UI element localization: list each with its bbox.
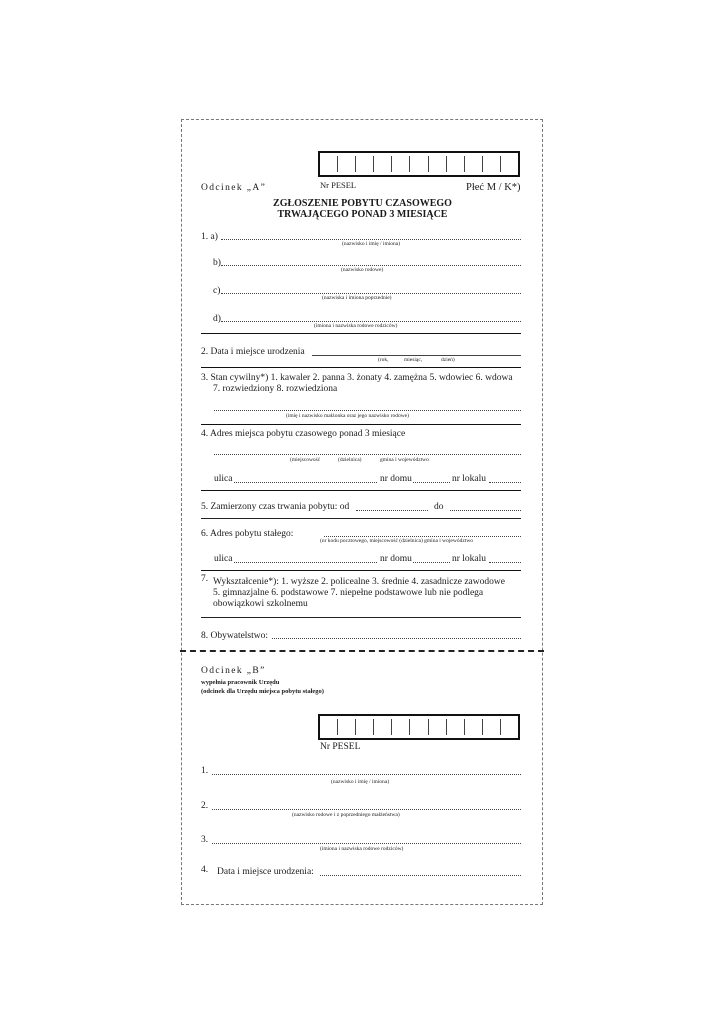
- hint-4-miejscowosc: (miejscowość: [290, 457, 321, 463]
- pesel-boxes-b[interactable]: [318, 714, 520, 740]
- pesel-label-a: Nr PESEL: [320, 180, 357, 190]
- item-5-label: 5. Zamierzony czas trwania pobytu: od: [201, 502, 350, 512]
- b-field-3[interactable]: [212, 843, 521, 844]
- hint-4-dzielnica: (dzielnica): [338, 457, 362, 463]
- hint-4-gmina: gmina i województwo: [380, 457, 429, 463]
- b-field-2[interactable]: [212, 809, 521, 810]
- cut-line: [180, 650, 544, 652]
- nr-domu-label-b: nr domu: [380, 554, 412, 564]
- item-8-label: 8. Obywatelstwo:: [201, 631, 269, 641]
- b-item-1-label: 1.: [201, 766, 209, 776]
- nr-lokalu-label-b: nr lokalu: [452, 554, 487, 564]
- sex-field[interactable]: Płeć M / K*): [466, 182, 521, 193]
- pesel-label-b: Nr PESEL: [320, 742, 361, 752]
- section-b-sub2: (odcinek dla Urzędu miejsca pobytu stałego): [201, 688, 324, 695]
- field-8[interactable]: [272, 638, 521, 639]
- nr-lokalu-label-a: nr lokalu: [452, 474, 487, 484]
- item-1d-label: d): [213, 314, 221, 324]
- field-1a[interactable]: [221, 239, 521, 240]
- hint-2-rok: (rok,: [378, 357, 389, 363]
- b-field-4[interactable]: [320, 875, 521, 876]
- field-5-do[interactable]: [450, 510, 521, 511]
- item-1a-label: 1. a): [201, 232, 218, 242]
- item-7-num: 7.: [201, 574, 209, 584]
- b-hint-3: (imiona i nazwiska rodowe rodziców): [320, 846, 404, 852]
- item-3-line2: 7. rozwiedziony 8. rozwiedziona: [213, 384, 338, 394]
- field-1c[interactable]: [221, 293, 521, 294]
- field-3[interactable]: [214, 410, 521, 411]
- item-7-line3: obowiązkowi szkolnemu: [213, 599, 308, 609]
- hint-2-miesiac: miesiąc,: [404, 357, 423, 363]
- field-1d[interactable]: [221, 321, 521, 322]
- hint-1c: (nazwiska i imiona poprzednie): [322, 295, 392, 301]
- pesel-boxes-a[interactable]: [318, 151, 520, 177]
- item-7-line2: 5. gimnazjalne 6. podstawowe 7. niepełne podstawowe lub nie podlega: [213, 588, 484, 598]
- b-item-3-label: 3.: [201, 835, 209, 845]
- nr-domu-field-b[interactable]: [413, 562, 450, 563]
- nr-domu-field-a[interactable]: [413, 482, 450, 483]
- form-title-line2: TRWAJĄCEGO PONAD 3 MIESIĄCE: [277, 209, 448, 220]
- section-b-sub1: wypełnia pracownik Urzędu: [201, 679, 280, 686]
- ulica-field-b[interactable]: [234, 562, 377, 563]
- item-1b-label: b): [213, 258, 221, 268]
- b-item-4-label: Data i miejsce urodzenia:: [217, 867, 314, 877]
- form-title-line1: ZGŁOSZENIE POBYTU CZASOWEGO: [273, 198, 452, 209]
- item-1c-label: c): [213, 286, 221, 296]
- ulica-label-a: ulica: [214, 474, 233, 484]
- section-a-label: Odcinek „A”: [201, 183, 267, 193]
- divider-6: [201, 570, 521, 571]
- nr-domu-label-a: nr domu: [380, 474, 412, 484]
- field-1b[interactable]: [221, 265, 521, 266]
- divider-5: [201, 518, 521, 519]
- item-6-label: 6. Adres pobytu stałego:: [201, 529, 294, 539]
- divider-2: [201, 367, 521, 368]
- b-item-2-label: 2.: [201, 801, 209, 811]
- item-5-do-label: do: [434, 502, 444, 512]
- divider-3: [201, 424, 521, 425]
- section-b-label: Odcinek „B”: [201, 666, 266, 676]
- item-4-label: 4. Adres miejsca pobytu czasowego ponad 3 miesiące: [201, 429, 406, 439]
- ulica-label-b: ulica: [214, 554, 233, 564]
- field-2[interactable]: [312, 355, 521, 356]
- hint-1b: (nazwisko rodowe): [341, 267, 384, 273]
- ulica-field-a[interactable]: [234, 482, 377, 483]
- hint-3: (imię i nazwisko małżonka oraz jego nazwisko rodowe): [286, 413, 409, 419]
- b-item-4-num: 4.: [201, 865, 209, 875]
- b-hint-1: (nazwisko i imię / imiona): [331, 779, 390, 785]
- field-5-od[interactable]: [356, 510, 428, 511]
- hint-1d: (imiona i nazwiska rodowe rodziców): [314, 323, 398, 329]
- item-2-label: 2. Data i miejsce urodzenia: [201, 347, 305, 357]
- field-4[interactable]: [214, 454, 521, 455]
- divider-1: [201, 333, 521, 334]
- hint-2-dzien: dzień): [441, 357, 455, 363]
- nr-lokalu-field-b[interactable]: [489, 562, 521, 563]
- hint-6: (nr kodu pocztowego, miejscowość (dzielnica) gmina i województwo: [320, 538, 474, 544]
- item-7-line1: Wykształcenie*): 1. wyższe 2. policealne 3. średnie 4. zasadnicze zawodowe: [213, 577, 505, 587]
- field-6[interactable]: [324, 536, 521, 537]
- hint-1a: (nazwisko i imię / imiona): [342, 241, 401, 247]
- nr-lokalu-field-a[interactable]: [489, 482, 521, 483]
- b-hint-2: (nazwisko rodowe i z poprzedniego małżeństwa): [292, 812, 400, 818]
- divider-4: [201, 490, 521, 491]
- b-field-1[interactable]: [212, 774, 521, 775]
- divider-7: [201, 617, 521, 618]
- item-3-line1: 3. Stan cywilny*) 1. kawaler 2. panna 3. żonaty 4. zamężna 5. wdowiec 6. wdowa: [201, 373, 513, 383]
